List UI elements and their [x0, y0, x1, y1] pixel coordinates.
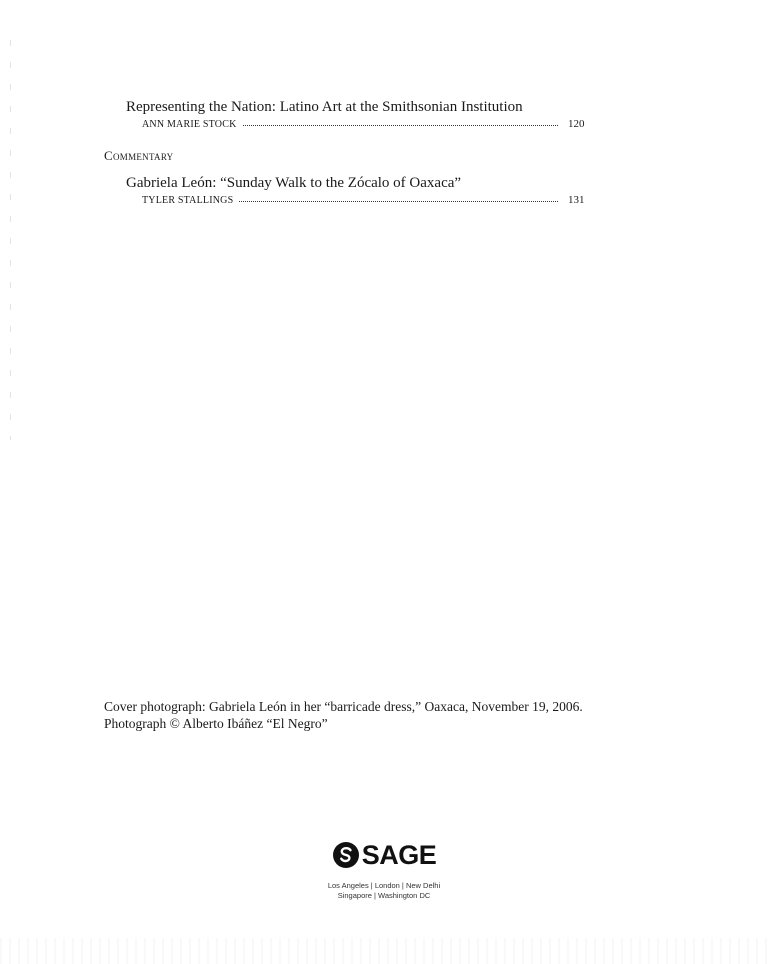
toc-entry-title: Representing the Nation: Latino Art at the Smithsonian Institution [126, 99, 523, 115]
photograph-copyright-line: Photograph © Alberto Ibáñez “El Negro” [104, 716, 328, 731]
sage-wordmark: SAGE [361, 840, 437, 870]
toc-entry-line [142, 193, 584, 207]
section-heading-commentary: Commentary [104, 148, 174, 163]
publisher-cities-line: Singapore | Washington DC [337, 891, 431, 900]
toc-entry [126, 174, 584, 207]
publisher-cities [0, 881, 768, 901]
toc-entry-line [142, 117, 584, 131]
toc-entry-page-number: 131 [568, 194, 585, 206]
toc-entry [126, 98, 584, 131]
dot-leader [243, 116, 559, 126]
scan-edge-artifact [10, 40, 11, 440]
toc-entry-author: ANN MARIE STOCK [142, 119, 237, 130]
cover-photo-credit [104, 698, 604, 732]
sage-logo [332, 840, 437, 870]
toc-entry-page-number: 120 [568, 118, 585, 130]
dot-leader [239, 192, 558, 202]
sage-s-icon [332, 841, 360, 869]
publisher-cities-line: Los Angeles | London | New Delhi [327, 881, 441, 890]
toc-entry-title: Gabriela León: “Sunday Walk to the Zócalo of Oaxaca” [126, 175, 462, 191]
cover-credit-line: Cover photograph: Gabriela León in her “barricade dress,” Oaxaca, November 19, 2006. [104, 699, 583, 714]
toc-entry-author: TYLER STALLINGS [142, 195, 234, 206]
scan-noise-artifact [0, 938, 768, 964]
publisher-block [0, 840, 768, 901]
